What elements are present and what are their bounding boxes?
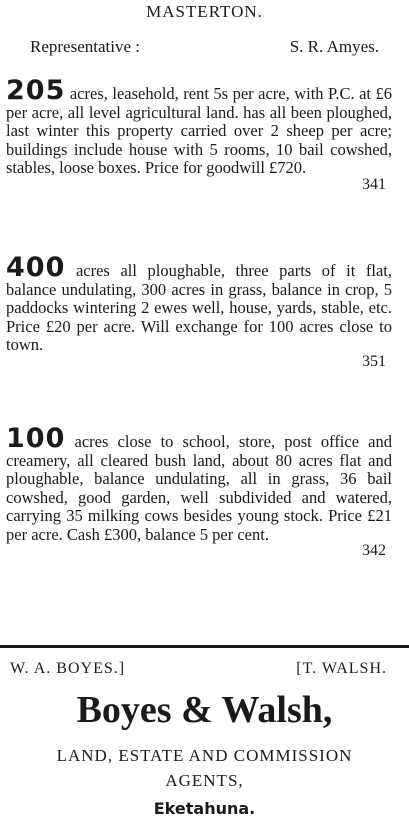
listing-acreage: 100	[6, 423, 66, 454]
firm-description-line2: AGENTS,	[165, 771, 244, 790]
representative-name: S. R. Amyes.	[289, 37, 379, 56]
listing-reference: 342	[362, 542, 386, 559]
section-divider	[0, 645, 409, 648]
section-heading: MASTERTON.	[146, 2, 263, 21]
listing-reference: 341	[362, 175, 386, 193]
listing-description: acres all ploughable, three parts of it flat, balance undulating, 300 acres in grass, balance in crop, 5 paddocks wintering 2 ewes well, house, yards, stable, etc. Price £20 per acre. Will exchange for 100 acres close to town.	[6, 261, 392, 354]
firm-town: Eketahuna.	[153, 799, 256, 818]
agent-right: [T. WALSH.	[296, 660, 387, 677]
representative-label: Representative :	[30, 37, 140, 56]
listing-acreage: 400	[6, 252, 66, 283]
firm-description-line1: LAND, ESTATE AND COMMISSION	[56, 746, 353, 765]
listing-description: acres close to school, store, post office and creamery, all cleared bush land, about 80 acres flat and ploughable, balance undulating, all in grass, 36 bail cowshed, good garden, well subdivided and watered, carrying 35 milking cows besides young stock. Price £21 per acre. Cash £300, balance 5 per cent.	[6, 432, 392, 544]
representative-line	[30, 37, 379, 57]
firm-name: Boyes & Walsh,	[76, 689, 333, 731]
agent-left: W. A. BOYES.]	[10, 660, 126, 677]
listing-description: acres, leasehold, rent 5s per acre, with P.C. at £6 per acre, all level agricultural land. has all been ploughed, last winter this property carried over 2 sheep per acre; buildings include house with 5 rooms, 10 bail cowshed, stables, loose boxes. Price for goodwill £720.	[6, 84, 392, 177]
listing-100-acres	[6, 423, 392, 561]
listing-reference: 351	[362, 352, 386, 370]
agent-names	[10, 660, 387, 678]
listing-acreage: 205	[6, 75, 66, 106]
listing-400-acres	[6, 252, 392, 371]
listing-205-acres	[6, 75, 392, 194]
